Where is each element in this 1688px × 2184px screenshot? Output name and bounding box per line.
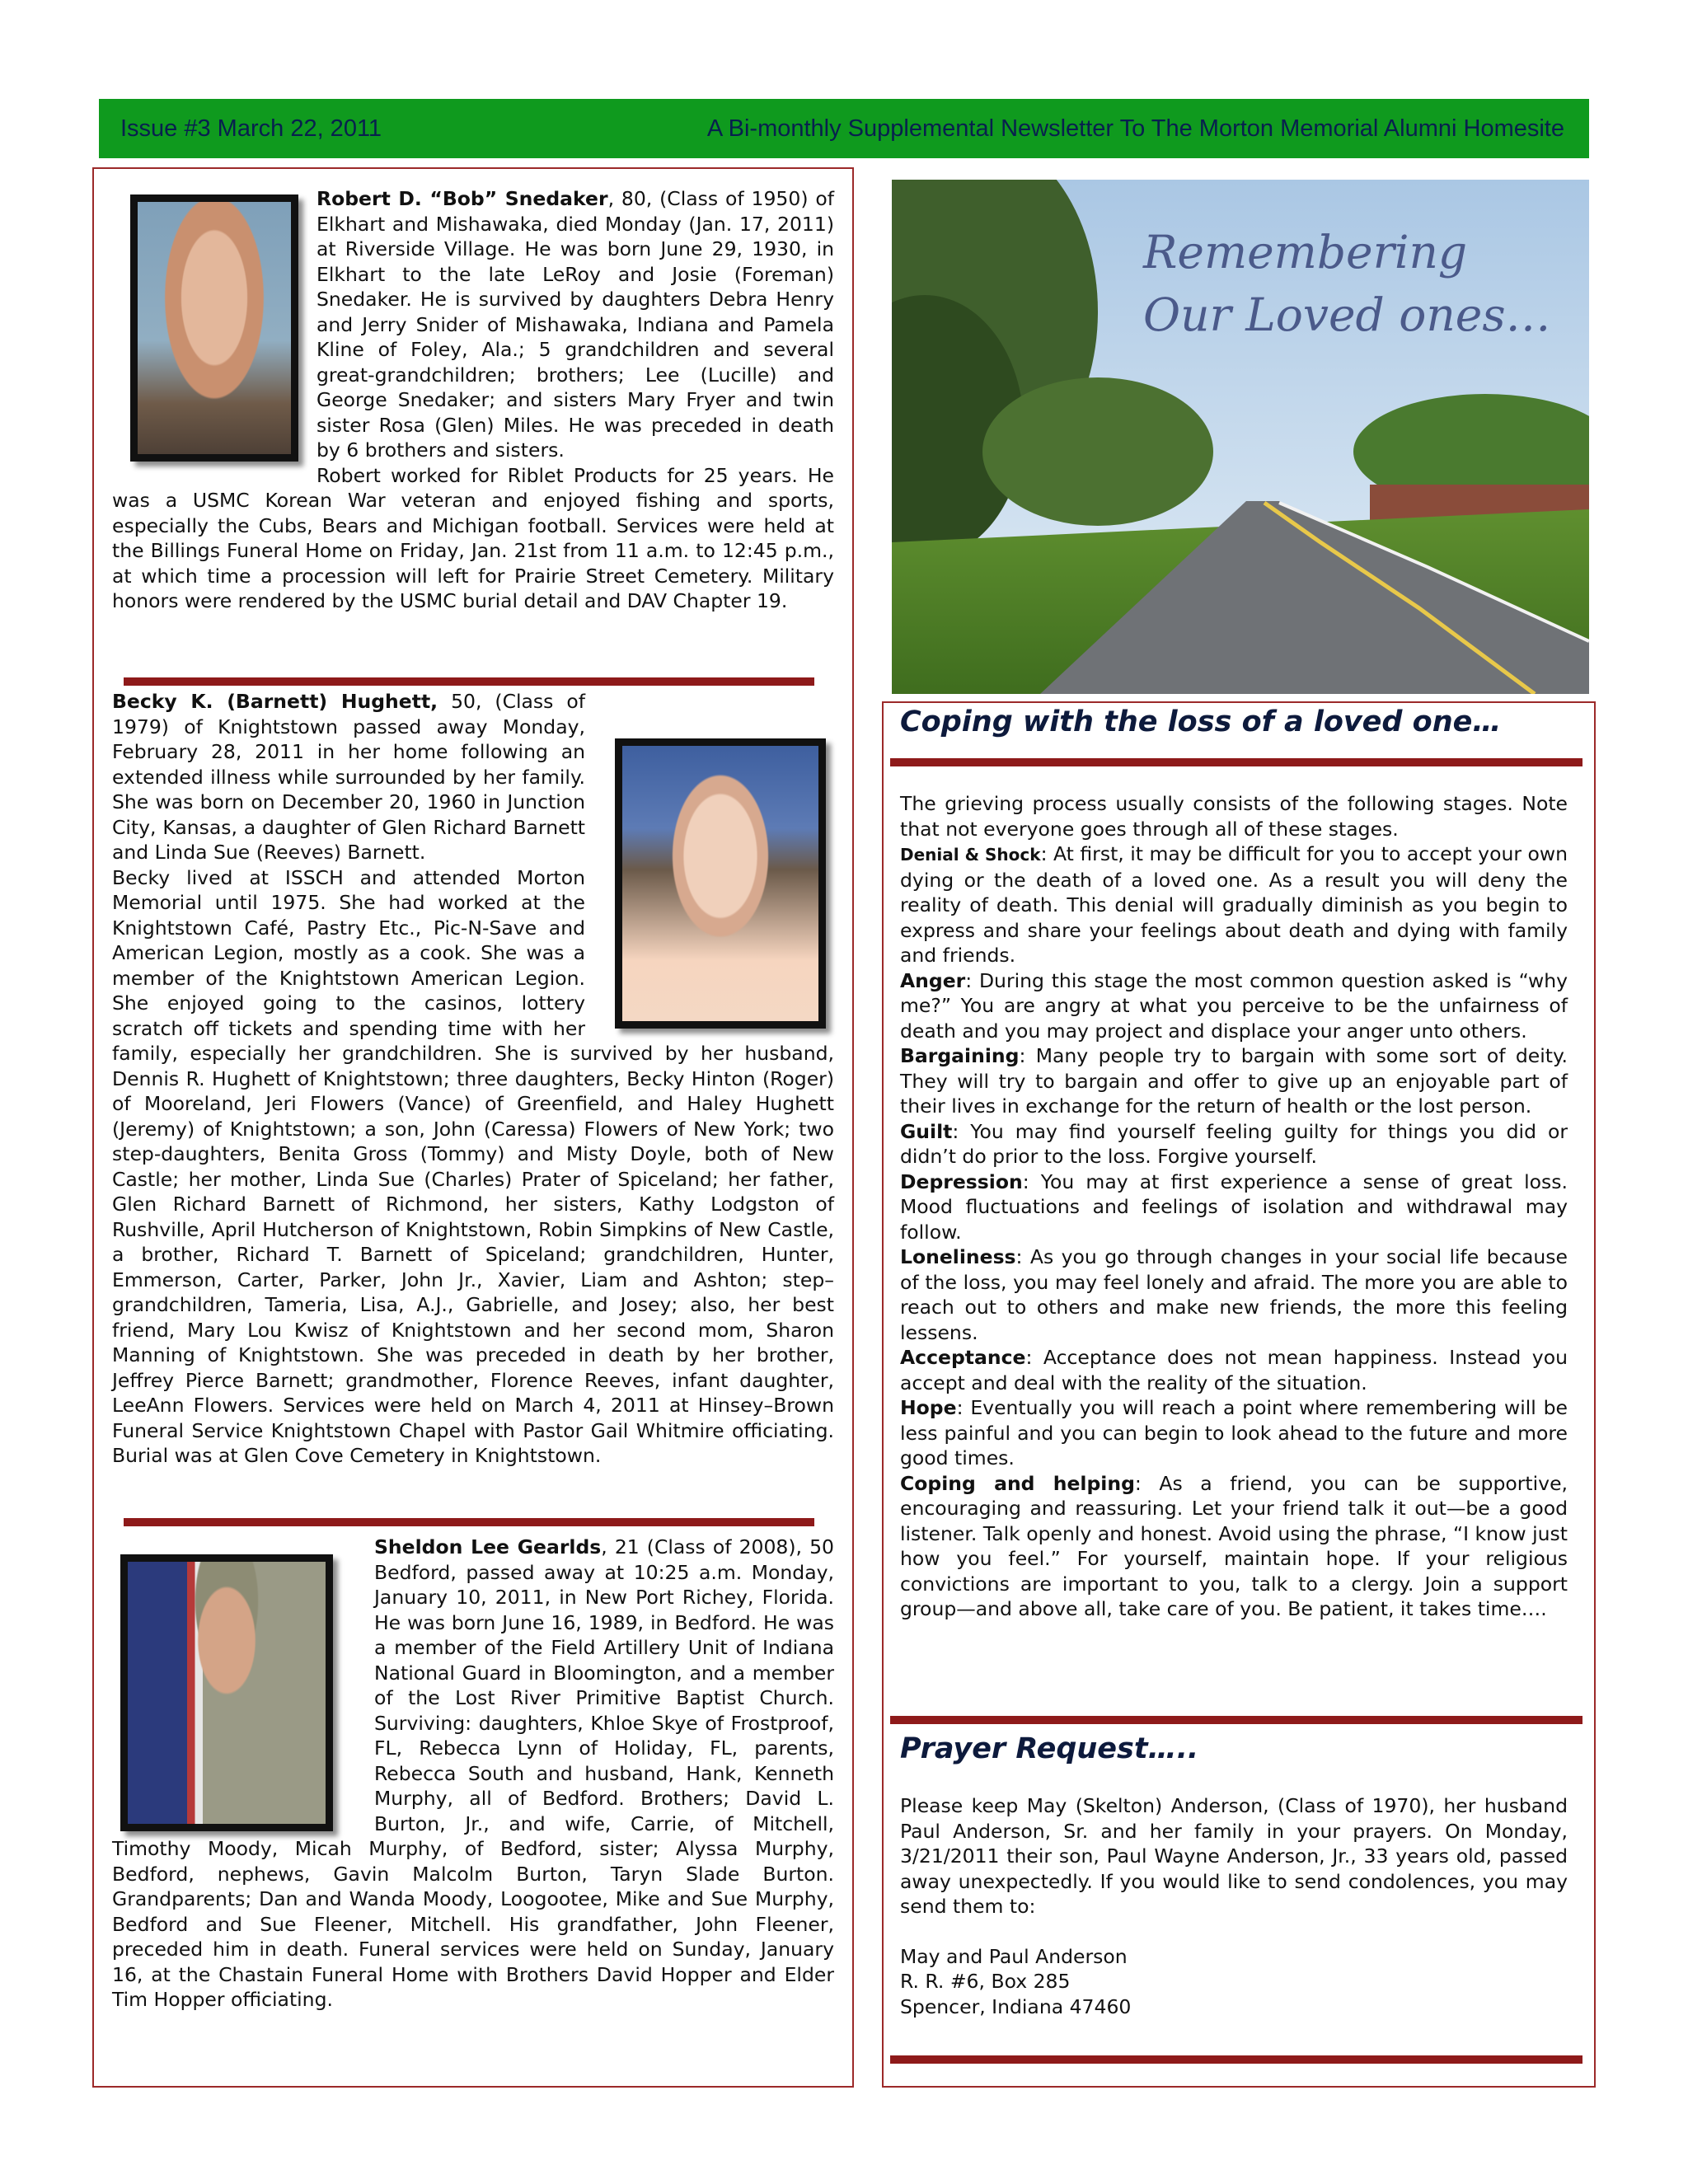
stage-label: Loneliness bbox=[900, 1245, 1016, 1268]
section-divider bbox=[890, 2055, 1582, 2064]
obituary-name: Sheldon Lee Gearlds bbox=[374, 1535, 602, 1558]
obituary-body-cont: Becky lived at ISSCH and attended Morton Memorial until 1975. She had worked at the Knightstown Café, Pastry Etc., Pic-N-Save and American Legion, mostly as a cook. She was a member of the Knightstown American Legion. She enjoyed going to the casinos, lottery scratch off tickets and spending time with her family, especially her grandchildren. She is survived by her husband, Dennis R. Hughett of Knightstown; three daughters, Becky Hinton (Roger) of Mooreland, Jeri Flowers (Vance) of Greenfield, and Haley Hughett (Jeremy) of Knightstown; a son, John (Caressa) Flowers of New York; two step-daughters, Benita Gross (Tommy) and Misty Doyle, both of New Castle; her mother, Linda Sue (Charles) Prater of Spiceland; her father, Glen Richard Barnett of Richmond, her sisters, Kathy Lodgston of Rushville, April Hutcherson of Knightstown, Robin Simpkins of New Castle, a brother, Richard T. Barnett of Spiceland; grandchildren, Hunter, Emmerson, Carter, Parker, John Jr., Xavier, Liam and Ashton; step–grandchildren, Tameria, Lisa, A.J., Gabrielle, and Josey; also, her best friend, Mary Lou Kwisz of Knightstown and her second mom, Sharon Manning of Knightstown. She was preceded in death by her brother, Jeffrey Pierce Barnett; grandmother, Florence Reeves, infant daughter, LeeAnn Flowers. Services were held on March 4, 2011 at Hinsey–Brown Funeral Service Knightstown Chapel with Pastor Gail Whitmire officiating. Burial was at Glen Cove Cemetery in Knightstown. bbox=[112, 865, 834, 1467]
portrait-photo-gearlds bbox=[120, 1554, 333, 1831]
stage-label: Acceptance bbox=[900, 1346, 1026, 1369]
stage-label: Guilt bbox=[900, 1119, 953, 1143]
address-line: R. R. #6, Box 285 bbox=[900, 1970, 1071, 1993]
stage-hope: Hope: Eventually you will reach a point where remembering will be less painful and you can begin to look ahead to the future and more good times. bbox=[900, 1396, 1568, 1469]
obituary-name: Robert D. “Bob” Snedaker bbox=[316, 187, 608, 210]
obituary-hughett bbox=[112, 689, 834, 1469]
remembering-title: Remembering Our Loved ones… bbox=[1143, 226, 1551, 341]
prayer-text: Please keep May (Skelton) Anderson, (Class of 1970), her husband Paul Anderson, Sr. and her family in your prayers. On Monday, 3/21/2011 their son, Paul Wayne Anderson, Jr., 33 years old, passed away unexpectedly. If you would like to send condolences, you may send them to: bbox=[900, 1794, 1568, 1918]
stage-label: Depression bbox=[900, 1169, 1023, 1193]
obituary-name: Becky K. (Barnett) Hughett, bbox=[112, 690, 438, 713]
stage-label: Anger bbox=[900, 968, 966, 992]
stage-depression: Depression: You may at first experience a sense of great loss. Mood fluctuations and feelings of isolation and withdrawal may follow. bbox=[900, 1169, 1568, 1244]
section-divider bbox=[124, 1518, 814, 1526]
prayer-request bbox=[900, 1793, 1568, 2019]
obituary-body-cont: Robert worked for Riblet Products for 25 years. He was a USMC Korean War veteran and enjoyed fishing and sports, especially the Cubs, Bears and Michigan football. Services were held at the Billings Funeral Home on Friday, Jan. 21st from 11 a.m. to 12:45 p.m., at which time a procession will left for Prairie Street Cemetery. Military honors were rendered by the USMC burial detail and DAV Chapter 19. bbox=[112, 463, 834, 612]
memorial-road-photo bbox=[892, 180, 1589, 694]
obituary-body: Becky K. (Barnett) Hughett, 50, (Class of 1979) of Knightstown passed away Monday, February 28, 2011 in her home following an extended illness while surrounded by her family. She was born on December 20, 1960 in Junction City, Kansas, a daughter of Glen Richard Barnett and Linda Sue (Reeves) Barnett. bbox=[112, 690, 585, 864]
stage-loneliness: Loneliness: As you go through changes in your social life because of the loss, you may feel lonely and afraid. The more you are able to reach out to others and make new friends, the more this feeling lessens. bbox=[900, 1245, 1568, 1344]
stage-label: Hope bbox=[900, 1396, 957, 1419]
stage-label: Bargaining bbox=[900, 1044, 1020, 1067]
prayer-heading: Prayer Request….. bbox=[900, 1732, 1199, 1765]
obituary-snedaker bbox=[112, 186, 834, 614]
obituary-body: Robert D. “Bob” Snedaker, 80, (Class of 1950) of Elkhart and Mishawaka, died Monday (Jan. 17, 2011) at Riverside Village. He was born June 29, 1930, in Elkhart to the late LeRoy and Josie (Foreman) Snedaker. He is survived by daughters Debra Henry and Jerry Snider of Mishawaka, Indiana and Pamela Kline of Foley, Ala.; 5 grandchildren and several great-grandchildren; brothers; Lee (Lucille) and George Snedaker; and sisters Mary Fryer and twin sister Rosa (Glen) Miles. He was preceded in death by 6 brothers and sisters. bbox=[316, 187, 834, 462]
stage-anger: Anger: During this stage the most common question asked is “why me?” You are angry at what you perceive to be the unfairness of death and you may project and displace your anger unto others. bbox=[900, 968, 1568, 1043]
section-divider bbox=[890, 758, 1582, 766]
issue-date: Issue #3 March 22, 2011 bbox=[120, 115, 382, 142]
address-line: Spencer, Indiana 47460 bbox=[900, 1994, 1132, 2018]
obituary-body: Sheldon Lee Gearlds, 21 (Class of 2008), 50 Bedford, passed away at 10:25 a.m. Monday, January 10, 2011, in New Port Richey, Florida. He was born June 16, 1989, in Bedford. He was a member of the Field Artillery Unit of Indiana National Guard in Bloomington, and a member of the Lost River Primitive Baptist Church. Surviving: daughters, Khloe Skye of Frostproof, FL, Rebecca Lynn of Holiday, FL, parents, Rebecca South and husband, Hank, Kenneth Murphy, all of Bedford. Brothers; David L. Burton, Jr., and wife, Carrie, of Mitchell, Timothy Moody, Micah Murphy, of Bedford, sister; Alyssa Murphy, Bedford, nephews, Gavin Malcolm Burton, Taryn Slade Burton. Grandparents; Dan and Wanda Moody, Loogootee, Mike and Sue Murphy, Bedford and Sue Fleener, Mitchell. His grandfather, John Fleener, preceded him in death. Funeral services were held on Sunday, January 16, at the Chastain Funeral Home with Brothers David Hopper and Elder Tim Hopper officiating. bbox=[112, 1535, 834, 2011]
portrait-photo-snedaker bbox=[130, 194, 298, 462]
stage-acceptance: Acceptance: Acceptance does not mean happiness. Instead you accept and deal with the reality of the situation. bbox=[900, 1346, 1568, 1394]
coping-article bbox=[900, 791, 1568, 1622]
coping-intro: The grieving process usually consists of the following stages. Note that not everyone goes through all of these stages. bbox=[900, 792, 1568, 841]
stage-label: Denial & Shock bbox=[900, 845, 1041, 865]
stage-bargaining: Bargaining: Many people try to bargain with some sort of deity. They will try to bargain and offer to give up an enjoyable part of their lives in exchange for the return of health or the lost person. bbox=[900, 1044, 1568, 1118]
newsletter-tagline: A Bi-monthly Supplemental Newsletter To The Morton Memorial Alumni Homesite bbox=[706, 115, 1564, 142]
stage-guilt: Guilt: You may find yourself feeling guilty for things you did or didn’t do prior to the loss. Forgive yourself. bbox=[900, 1119, 1568, 1168]
stage-coping-helping: Coping and helping: As a friend, you can be supportive, encouraging and reassuring. Let your friend talk it out—be a good listener. Talk openly and honest. Avoid using the phrase, “I know just how you feel.” For yourself, maintain hope. If your religious convictions are important to you, talk to a clergy. Join a support group—and above all, take care of you. Be patient, it takes time…. bbox=[900, 1471, 1568, 1620]
coping-heading: Coping with the loss of a loved one… bbox=[900, 705, 1502, 738]
stage-label: Coping and helping bbox=[900, 1471, 1135, 1495]
section-divider bbox=[890, 1716, 1582, 1724]
portrait-photo-hughett bbox=[615, 738, 826, 1029]
address-line: May and Paul Anderson bbox=[900, 1944, 1128, 1968]
section-divider bbox=[124, 677, 814, 686]
stage-denial: Denial & Shock: At first, it may be difficult for you to accept your own dying or the death of a loved one. As a result you will deny the reality of death. This denial will gradually diminish as you begin to express and share your feelings about death and dying with family and friends. bbox=[900, 842, 1568, 967]
obituary-gearlds bbox=[112, 1535, 834, 2013]
newsletter-banner bbox=[99, 99, 1589, 158]
